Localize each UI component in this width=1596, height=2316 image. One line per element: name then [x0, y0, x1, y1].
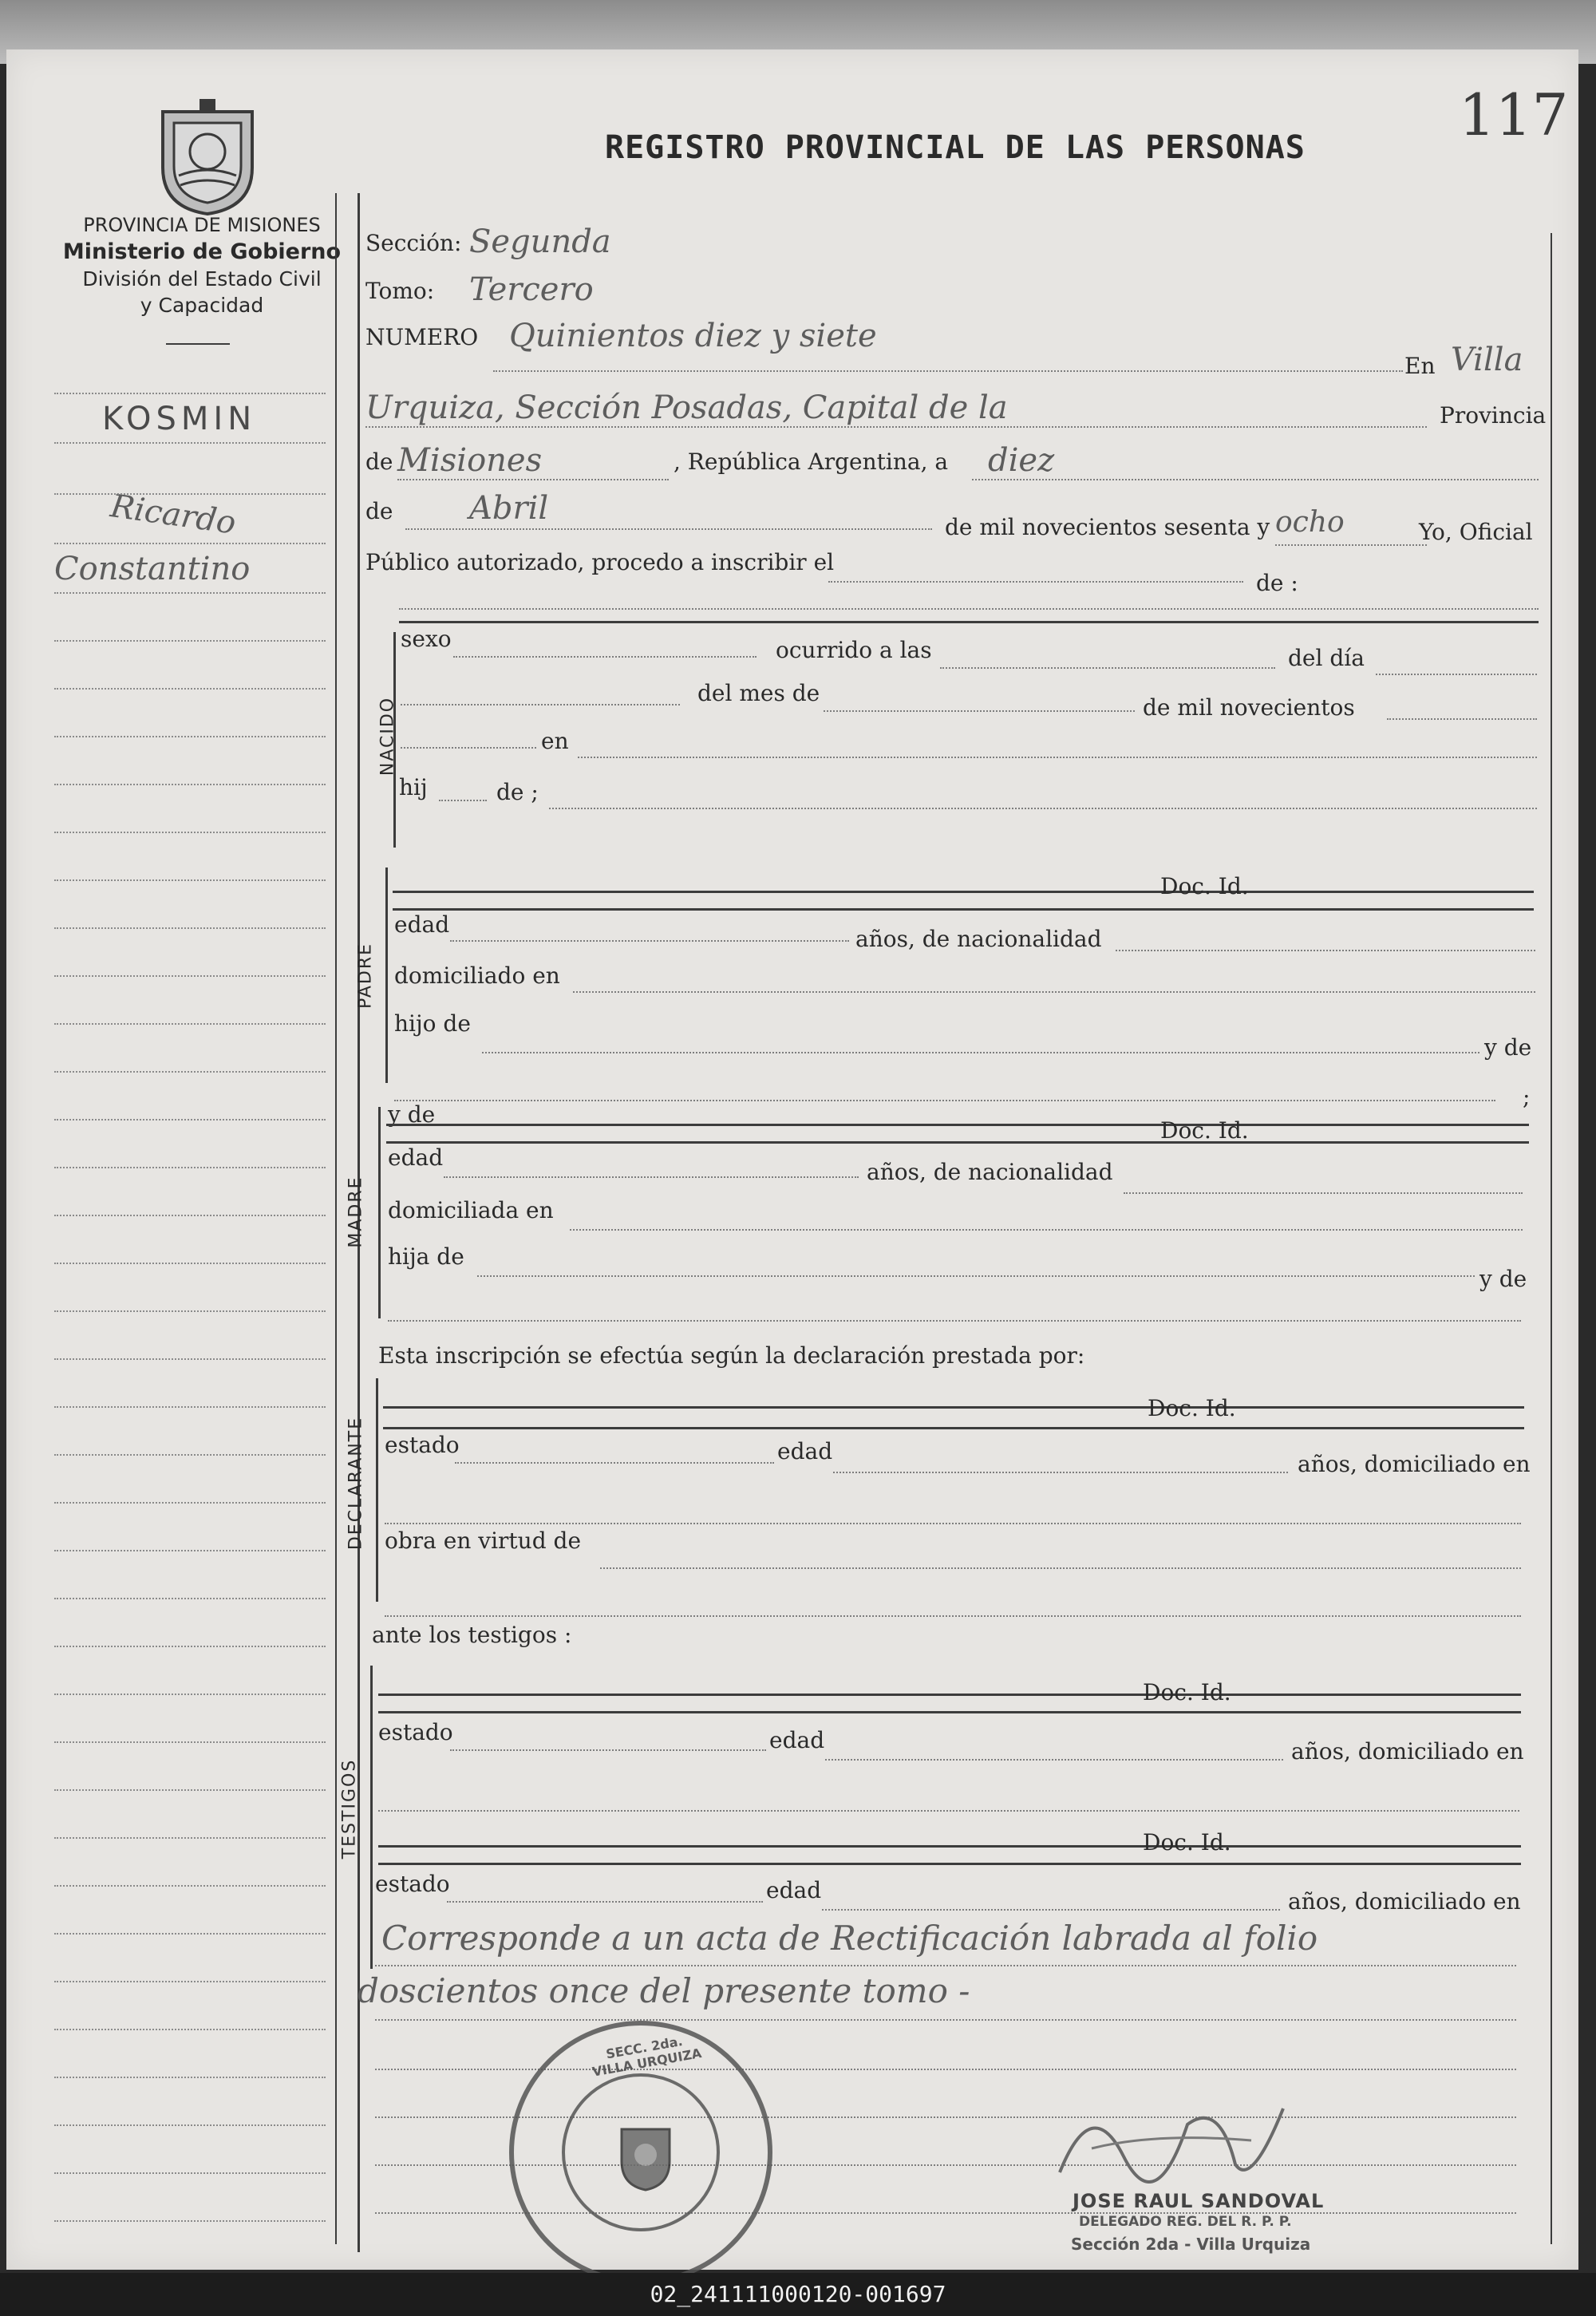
margin-line — [54, 879, 326, 881]
testigos-side-label: TESTIGOS — [339, 1758, 360, 1860]
margin-line — [54, 1454, 326, 1456]
signature-scribble — [1044, 2077, 1315, 2196]
margin-line — [54, 640, 326, 642]
declarante-edad-line — [833, 1472, 1288, 1473]
testigos-text: ante los testigos : — [372, 1622, 572, 1648]
month-line — [405, 528, 932, 530]
publico-line — [828, 581, 1243, 583]
margin-line — [54, 1550, 326, 1551]
hij-de-label: de ; — [496, 779, 539, 805]
madre-y-de2-label: y de — [1479, 1266, 1527, 1292]
margin-line — [54, 1789, 326, 1791]
margin-surname: KOSMIN — [102, 401, 257, 437]
margin-line — [54, 2220, 326, 2222]
rectification-note-line1[interactable]: Corresponde a un acta de Rectificación labrada al folio — [381, 1919, 1318, 1958]
signatory-name: JOSE RAUL SANDOVAL — [1073, 2190, 1325, 2212]
madre-nac-line — [1124, 1192, 1523, 1194]
numero-line — [493, 370, 1403, 372]
testigo1-edad-label: edad — [769, 1727, 825, 1753]
margin-line — [54, 1981, 326, 1982]
margin-line — [54, 688, 326, 690]
padre-domicilio-label: domiciliado en — [394, 962, 560, 989]
seccion-label: Sección: — [365, 230, 462, 256]
declarante-estado-line — [455, 1462, 774, 1464]
declarante-obra-line — [600, 1567, 1521, 1569]
margin-line — [54, 1598, 326, 1599]
page-number: 117 — [1459, 81, 1569, 148]
division-line1: División del Estado Civil — [82, 267, 322, 290]
madre-domicilio-label: domiciliada en — [388, 1197, 554, 1223]
lugar-line — [578, 757, 1537, 758]
provincia-label: Provincia — [1440, 402, 1547, 429]
madre-y-de-label: y de — [388, 1101, 436, 1128]
margin-line — [54, 784, 326, 785]
testigo1-domicilio-line — [378, 1810, 1519, 1812]
hij-label: hij — [399, 774, 428, 800]
margin-line — [54, 1310, 326, 1312]
margin-line — [54, 1023, 326, 1025]
hij-line — [439, 800, 487, 801]
padre-y-de-label: y de — [1484, 1034, 1532, 1061]
anio-line — [1387, 718, 1537, 720]
testigo1-anos-label: años, domiciliado en — [1291, 1738, 1524, 1765]
yo-label: Yo, Oficial — [1419, 519, 1533, 545]
testigo2-anos-label: años, domiciliado en — [1288, 1888, 1521, 1915]
declarante-extra-line — [385, 1615, 1521, 1617]
ocurrido-label: ocurrido a las — [776, 637, 932, 663]
signatory-section: Sección 2da - Villa Urquiza — [1071, 2235, 1311, 2254]
month-value[interactable]: Abril — [469, 490, 549, 527]
padre-rule — [385, 868, 388, 1083]
division-line2: y Capacidad — [140, 294, 264, 317]
publico-label: Público autorizado, procedo a inscribir el — [365, 549, 835, 575]
seccion-value[interactable]: Segunda — [469, 223, 611, 260]
margin-rule — [335, 193, 337, 2244]
testigo1-name-line — [378, 1694, 1521, 1696]
padre-abuela-line — [394, 1100, 1495, 1101]
madre-doc-line — [386, 1141, 1529, 1144]
province-line — [397, 479, 669, 480]
nacido-side-label: NACIDO — [377, 696, 398, 777]
margin-line — [54, 1358, 326, 1360]
en-label: En — [1404, 353, 1436, 379]
testigo2-edad-label: edad — [766, 1877, 822, 1903]
de-label: de — [365, 449, 393, 475]
padre-edad-line — [450, 940, 849, 942]
testigo1-edad-line — [825, 1759, 1283, 1761]
margin-given-name-2: Constantino — [54, 551, 251, 587]
agency-block — [30, 214, 373, 317]
declarante-doc-label: Doc. Id. — [1148, 1395, 1236, 1421]
page-title: REGISTRO PROVINCIAL DE LAS PERSONAS — [605, 129, 1306, 166]
madre-abuela-line — [388, 1320, 1521, 1322]
margin-line — [54, 1885, 326, 1887]
del-dia-line — [1376, 674, 1537, 675]
madre-doc-label: Doc. Id. — [1160, 1117, 1249, 1144]
note-line-2 — [375, 2019, 1516, 2021]
margin-line — [54, 2077, 326, 2078]
margin-line — [54, 1741, 326, 1743]
header-divider — [166, 343, 230, 345]
nacido-top-line — [399, 621, 1539, 623]
mes-line — [824, 710, 1135, 712]
testigo1-estado-label: estado — [378, 1719, 453, 1745]
testigo2-doc-line — [378, 1863, 1521, 1865]
margin-line — [54, 1694, 326, 1695]
testigos-rule — [370, 1666, 373, 1969]
province-name: PROVINCIA DE MISIONES — [83, 214, 321, 236]
margin-line — [54, 1167, 326, 1168]
declarante-anos-label: años, domiciliado en — [1298, 1451, 1531, 1477]
margin-line — [54, 493, 326, 495]
rectification-note-line2[interactable]: doscientos once del presente tomo - — [358, 1971, 970, 2010]
margin-line — [54, 1119, 326, 1120]
declarante-doc-line — [383, 1427, 1524, 1429]
madre-anos-label: años, de nacionalidad — [867, 1159, 1113, 1185]
margin-line — [54, 2029, 326, 2030]
padre-edad-label: edad — [394, 911, 450, 938]
declarante-estado-label: estado — [385, 1432, 460, 1458]
document-page — [6, 49, 1578, 2270]
tomo-label: Tomo: — [365, 278, 435, 304]
padre-nac-line — [1116, 950, 1535, 951]
del-mes-label: del mes de — [697, 680, 820, 706]
del-dia-label: del día — [1288, 645, 1365, 671]
margin-line — [54, 592, 326, 594]
testigo2-name-line — [378, 1845, 1521, 1848]
madre-hija-de-line — [477, 1275, 1475, 1277]
main-frame-right — [1551, 233, 1552, 2244]
margin-line — [54, 1071, 326, 1073]
padres-line — [549, 808, 1537, 809]
republica-label: , República Argentina, a — [674, 449, 949, 475]
declarante-domicilio-line — [385, 1523, 1521, 1524]
de2-label: de — [365, 498, 393, 524]
padre-hijo-de-line — [482, 1052, 1479, 1053]
tomo-value[interactable]: Tercero — [469, 271, 594, 308]
madre-hija-de-label: hija de — [388, 1243, 464, 1270]
declaracion-text: Esta inscripción se efectúa según la declaración prestada por: — [378, 1342, 1085, 1369]
margin-line — [54, 393, 326, 394]
signatory-title: DELEGADO REG. DEL R. P. P. — [1079, 2214, 1292, 2230]
image-caption: 02_241111000120-001697 — [0, 2273, 1596, 2316]
margin-line — [54, 832, 326, 833]
padre-anos-label: años, de nacionalidad — [855, 926, 1102, 952]
madre-domicilio-line — [570, 1229, 1523, 1231]
declarante-name-line — [383, 1406, 1524, 1409]
ministry-name: Ministerio de Gobierno — [62, 239, 342, 264]
locality-value[interactable]: Urquiza, Sección Posadas, Capital de la — [365, 389, 1008, 426]
year-value[interactable]: ocho — [1275, 506, 1345, 539]
testigo1-doc-label: Doc. Id. — [1143, 1679, 1231, 1705]
testigo2-edad-line — [822, 1909, 1280, 1911]
stamp-emblem-icon — [610, 2121, 681, 2193]
day-line — [972, 479, 1539, 480]
en-nac-label: en — [541, 728, 569, 754]
margin-line — [54, 1502, 326, 1504]
padre-side-label: PADRE — [355, 942, 376, 1010]
margin-line — [54, 1837, 326, 1839]
numero-value[interactable]: Quinientos diez y siete — [509, 318, 877, 354]
madre-side-label: MADRE — [346, 1176, 366, 1248]
margin-line — [54, 1646, 326, 1647]
margin-line — [54, 975, 326, 977]
sexo-line — [453, 656, 757, 658]
madre-name-line — [386, 1124, 1529, 1126]
en-value[interactable]: Villa — [1451, 342, 1523, 378]
padre-name-line — [393, 891, 1534, 893]
margin-line — [54, 2172, 326, 2174]
declarante-edad-label: edad — [777, 1438, 833, 1464]
declarante-side-label: DECLARANTE — [346, 1416, 366, 1551]
margin-line — [54, 927, 326, 929]
testigo1-estado-line — [450, 1749, 766, 1751]
margin-line — [54, 442, 326, 444]
locality-line — [365, 426, 1427, 428]
year-line — [1275, 544, 1427, 546]
nacido-name-line — [399, 608, 1539, 610]
padre-domicilio-line — [573, 991, 1535, 993]
sexo-label: sexo — [401, 626, 452, 652]
padre-doc-label: Doc. Id. — [1160, 873, 1249, 899]
margin-given-name-1: Ricardo — [108, 488, 239, 542]
madre-edad-line — [444, 1176, 859, 1178]
margin-line — [54, 543, 326, 544]
ocurrido-line — [940, 667, 1275, 669]
padre-doc-line — [393, 908, 1534, 911]
testigo2-estado-line — [447, 1901, 763, 1903]
padre-hijo-de-label: hijo de — [394, 1010, 471, 1037]
madre-edad-label: edad — [388, 1144, 444, 1171]
numero-label: NUMERO — [365, 324, 479, 350]
margin-line — [54, 1215, 326, 1216]
margin-line — [54, 1406, 326, 1408]
year-label: de mil novecientos sesenta y — [945, 514, 1270, 540]
day-value[interactable]: diez — [988, 442, 1055, 479]
padre-semicolon: ; — [1523, 1084, 1531, 1110]
mil-nov-label: de mil novecientos — [1143, 694, 1355, 721]
official-stamp — [509, 2021, 772, 2284]
hora-line — [401, 747, 536, 749]
margin-line — [54, 2124, 326, 2126]
provincial-seal-icon — [155, 96, 260, 215]
testigo2-estado-label: estado — [375, 1871, 450, 1897]
de3-label: de : — [1256, 570, 1298, 596]
margin-line — [54, 1933, 326, 1935]
province-value[interactable]: Misiones — [397, 442, 543, 479]
margin-line — [54, 736, 326, 737]
declarante-obra-label: obra en virtud de — [385, 1528, 582, 1554]
madre-rule — [378, 1107, 381, 1318]
margin-line — [54, 1263, 326, 1264]
stamp-text: SECC. 2da. VILLA URQUIZA — [591, 2033, 703, 2080]
testigo1-doc-line — [378, 1711, 1521, 1713]
note-line-1 — [375, 1965, 1516, 1966]
dia-line — [401, 704, 680, 705]
declarante-rule — [376, 1378, 378, 1602]
testigo2-doc-label: Doc. Id. — [1143, 1829, 1231, 1856]
